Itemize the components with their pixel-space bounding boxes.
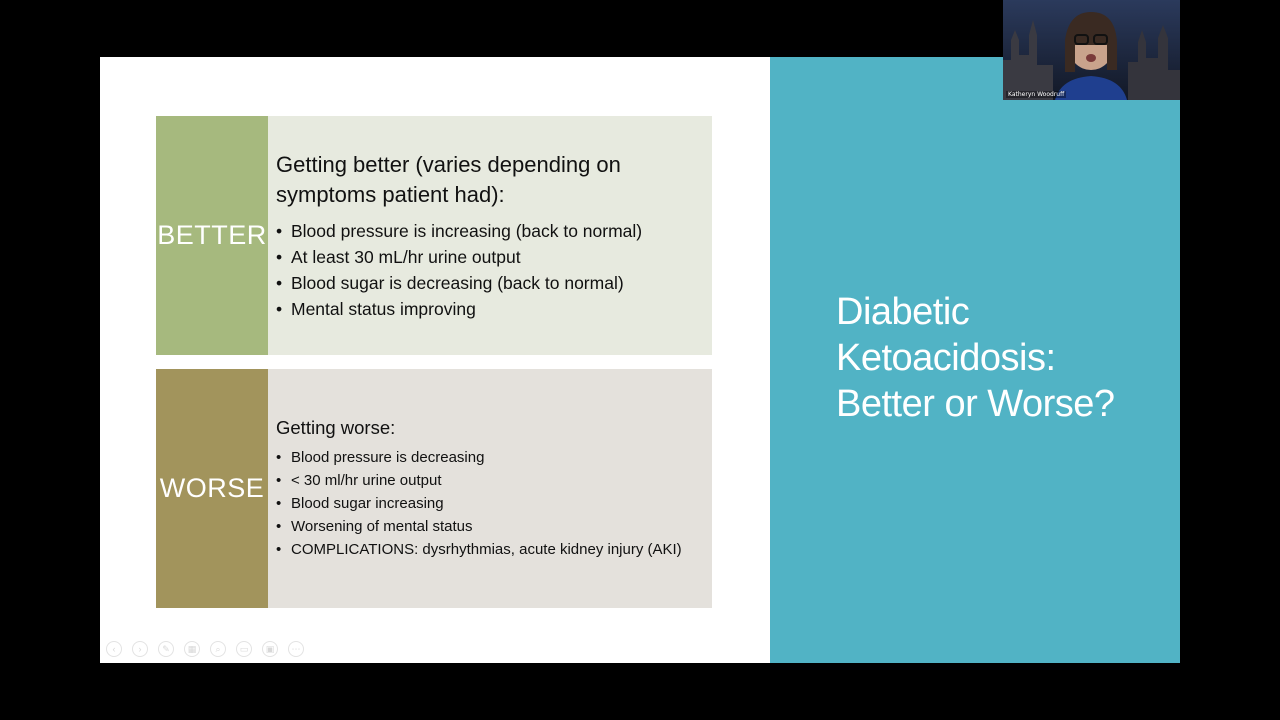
worse-label: WORSE	[156, 369, 268, 608]
pen-icon[interactable]: ✎	[158, 641, 174, 657]
slides-grid-icon[interactable]: ▦	[184, 641, 200, 657]
worse-block	[156, 369, 712, 608]
list-item: • < 30 ml/hr urine output	[276, 469, 682, 492]
worse-list	[276, 446, 682, 561]
list-item: • Blood pressure is increasing (back to normal)	[276, 218, 676, 244]
worse-heading: Getting worse:	[276, 417, 396, 438]
list-item: • Mental status improving	[276, 296, 676, 322]
title-panel	[770, 57, 1180, 663]
previous-slide-icon[interactable]: ‹	[106, 641, 122, 657]
subtitles-icon[interactable]: ▭	[236, 641, 252, 657]
webcam-thumbnail[interactable]	[1003, 0, 1180, 100]
participant-name: Katheryn Woodruff	[1008, 91, 1065, 98]
presentation-slide	[100, 57, 1180, 663]
list-item: • Blood pressure is decreasing	[276, 446, 682, 469]
zoom-icon[interactable]: ⌕	[210, 641, 226, 657]
better-block	[156, 116, 712, 355]
better-heading: Getting better (varies depending on symptoms patient had):	[276, 151, 621, 207]
next-slide-icon[interactable]: ›	[132, 641, 148, 657]
better-content	[268, 116, 712, 355]
better-label: BETTER	[156, 116, 268, 355]
list-item: • Blood sugar is decreasing (back to normal)	[276, 270, 676, 296]
more-options-icon[interactable]: ⋯	[288, 641, 304, 657]
webcam-video-frame	[1003, 0, 1180, 100]
list-item: • COMPLICATIONS: dysrhythmias, acute kidney injury (AKI)	[276, 538, 682, 561]
better-list	[276, 218, 676, 322]
list-item: • Worsening of mental status	[276, 515, 682, 538]
screen-icon[interactable]: ▣	[262, 641, 278, 657]
list-item: • Blood sugar increasing	[276, 492, 682, 515]
worse-content	[268, 369, 712, 608]
list-item: • At least 30 mL/hr urine output	[276, 244, 676, 270]
slide-title: Diabetic Ketoacidosis: Better or Worse?	[836, 291, 1115, 425]
slideshow-toolbar	[106, 641, 304, 657]
